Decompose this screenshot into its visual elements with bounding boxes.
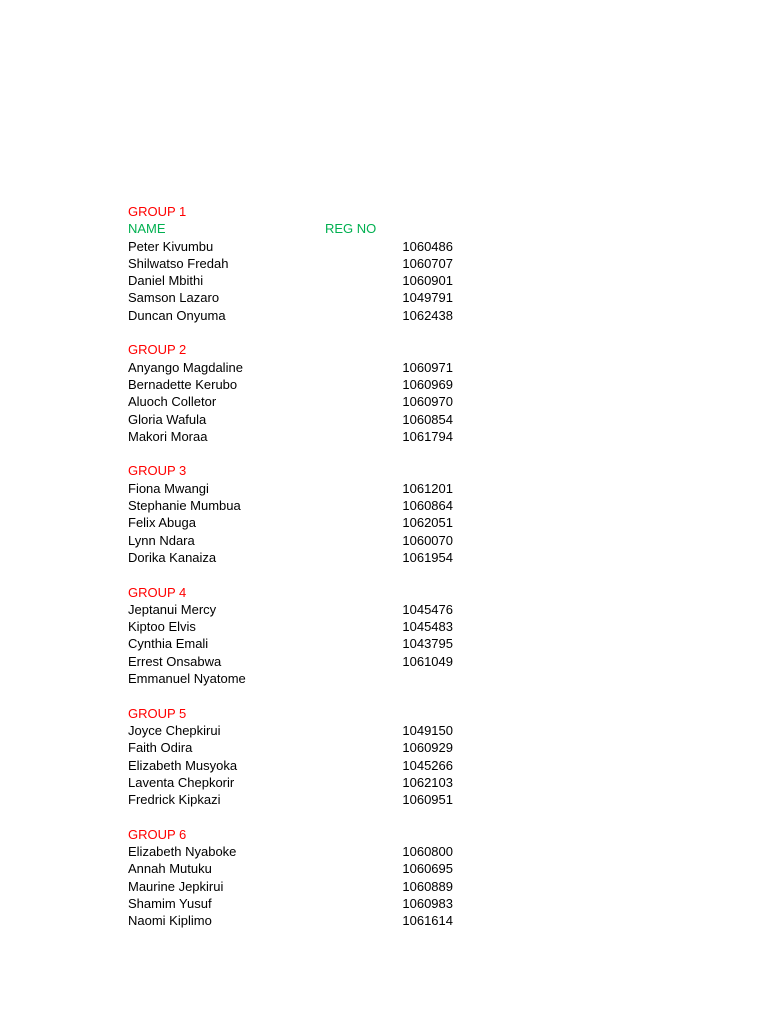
member-name: Duncan Onyuma	[128, 307, 226, 323]
member-reg-no: 1060854	[402, 411, 453, 427]
member-row	[128, 912, 468, 929]
member-row	[128, 549, 468, 566]
member-reg-no: 1045483	[402, 619, 453, 635]
member-row	[128, 878, 468, 895]
member-reg-no: 1060983	[402, 895, 453, 911]
member-name: Dorika Kanaiza	[128, 549, 217, 565]
group-list-sheet	[128, 203, 468, 929]
member-reg-no: 1043795	[402, 636, 453, 652]
member-name: Kiptoo Elvis	[128, 619, 196, 635]
member-row	[128, 722, 468, 739]
member-reg-no: 1062051	[402, 515, 453, 531]
member-name: Laventa Chepkorir	[128, 774, 235, 790]
member-reg-no: 1062103	[402, 774, 453, 790]
spacer-row	[128, 808, 468, 825]
member-name: Maurine Jepkirui	[128, 878, 224, 894]
spacer-row	[128, 687, 468, 704]
member-name: Stephanie Mumbua	[128, 498, 241, 514]
member-reg-no: 1061049	[402, 653, 453, 669]
member-reg-no: 1061794	[402, 428, 453, 444]
member-reg-no: 1060901	[402, 273, 453, 289]
member-row	[128, 376, 468, 393]
member-reg-no: 1062438	[402, 307, 453, 323]
member-row	[128, 757, 468, 774]
group-title: GROUP 5	[128, 705, 187, 721]
group-4-title-row	[128, 584, 468, 601]
member-row	[128, 272, 468, 289]
member-row	[128, 739, 468, 756]
member-name: Naomi Kiplimo	[128, 913, 212, 929]
member-reg-no: 1045266	[402, 757, 453, 773]
member-name: Lynn Ndara	[128, 532, 195, 548]
group-1-title-row	[128, 203, 468, 220]
member-row	[128, 618, 468, 635]
member-reg-no: 1060951	[402, 792, 453, 808]
group-6-title-row	[128, 826, 468, 843]
group-title: GROUP 6	[128, 826, 187, 842]
member-name: Bernadette Kerubo	[128, 376, 238, 392]
member-row	[128, 428, 468, 445]
member-name: Jeptanui Mercy	[128, 601, 217, 617]
member-name: Shamim Yusuf	[128, 895, 212, 911]
member-reg-no: 1049791	[402, 290, 453, 306]
member-reg-no: 1061954	[402, 549, 453, 565]
member-row	[128, 238, 468, 255]
member-row	[128, 843, 468, 860]
member-row	[128, 307, 468, 324]
member-reg-no: 1045476	[402, 601, 453, 617]
group-3-title-row	[128, 462, 468, 479]
member-name: Samson Lazaro	[128, 290, 220, 306]
name-column-header: NAME	[128, 221, 166, 237]
member-name: Peter Kivumbu	[128, 238, 214, 254]
spacer-row	[128, 445, 468, 462]
member-row	[128, 532, 468, 549]
member-reg-no: 1060707	[402, 255, 453, 271]
member-name: Elizabeth Musyoka	[128, 757, 238, 773]
member-row	[128, 860, 468, 877]
member-name: Fiona Mwangi	[128, 480, 209, 496]
member-name: Aluoch Colletor	[128, 394, 217, 410]
member-row	[128, 359, 468, 376]
member-name: Gloria Wafula	[128, 411, 207, 427]
member-reg-no: 1060800	[402, 843, 453, 859]
member-row	[128, 774, 468, 791]
member-row	[128, 791, 468, 808]
member-name: Elizabeth Nyaboke	[128, 843, 237, 859]
member-reg-no: 1060070	[402, 532, 453, 548]
member-name: Cynthia Emali	[128, 636, 209, 652]
member-reg-no: 1061614	[402, 913, 453, 929]
member-row	[128, 411, 468, 428]
group-title: GROUP 4	[128, 584, 187, 600]
member-name: Felix Abuga	[128, 515, 196, 531]
member-reg-no: 1060695	[402, 861, 453, 877]
member-reg-no: 1060971	[402, 359, 453, 375]
reg-no-column-header: REG NO	[325, 221, 377, 237]
member-reg-no: 1060889	[402, 878, 453, 894]
column-header-row	[128, 220, 468, 237]
member-name: Annah Mutuku	[128, 861, 212, 877]
member-name: Anyango Magdaline	[128, 359, 243, 375]
member-row	[128, 601, 468, 618]
member-reg-no: 1060486	[402, 238, 453, 254]
member-reg-no: 1060970	[402, 394, 453, 410]
group-5-title-row	[128, 705, 468, 722]
member-row	[128, 653, 468, 670]
member-row	[128, 670, 468, 687]
member-name: Errest Onsabwa	[128, 653, 222, 669]
member-row	[128, 635, 468, 652]
member-row	[128, 255, 468, 272]
member-reg-no: 1049150	[402, 722, 453, 738]
member-name: Shilwatso Fredah	[128, 255, 229, 271]
group-title: GROUP 2	[128, 342, 187, 358]
group-2-title-row	[128, 341, 468, 358]
member-name: Makori Moraa	[128, 428, 208, 444]
member-name: Faith Odira	[128, 740, 193, 756]
member-row	[128, 289, 468, 306]
member-name: Emmanuel Nyatome	[128, 671, 246, 687]
member-name: Joyce Chepkirui	[128, 722, 221, 738]
member-row	[128, 514, 468, 531]
member-reg-no: 1061201	[402, 480, 453, 496]
spacer-row	[128, 324, 468, 341]
member-name: Fredrick Kipkazi	[128, 792, 221, 808]
member-row	[128, 393, 468, 410]
group-title: GROUP 1	[128, 204, 187, 219]
member-row	[128, 480, 468, 497]
group-title: GROUP 3	[128, 463, 187, 479]
member-reg-no: 1060864	[402, 498, 453, 514]
member-reg-no: 1060929	[402, 740, 453, 756]
member-reg-no: 1060969	[402, 376, 453, 392]
spacer-row	[128, 566, 468, 583]
member-row	[128, 895, 468, 912]
member-name: Daniel Mbithi	[128, 273, 204, 289]
member-row	[128, 497, 468, 514]
